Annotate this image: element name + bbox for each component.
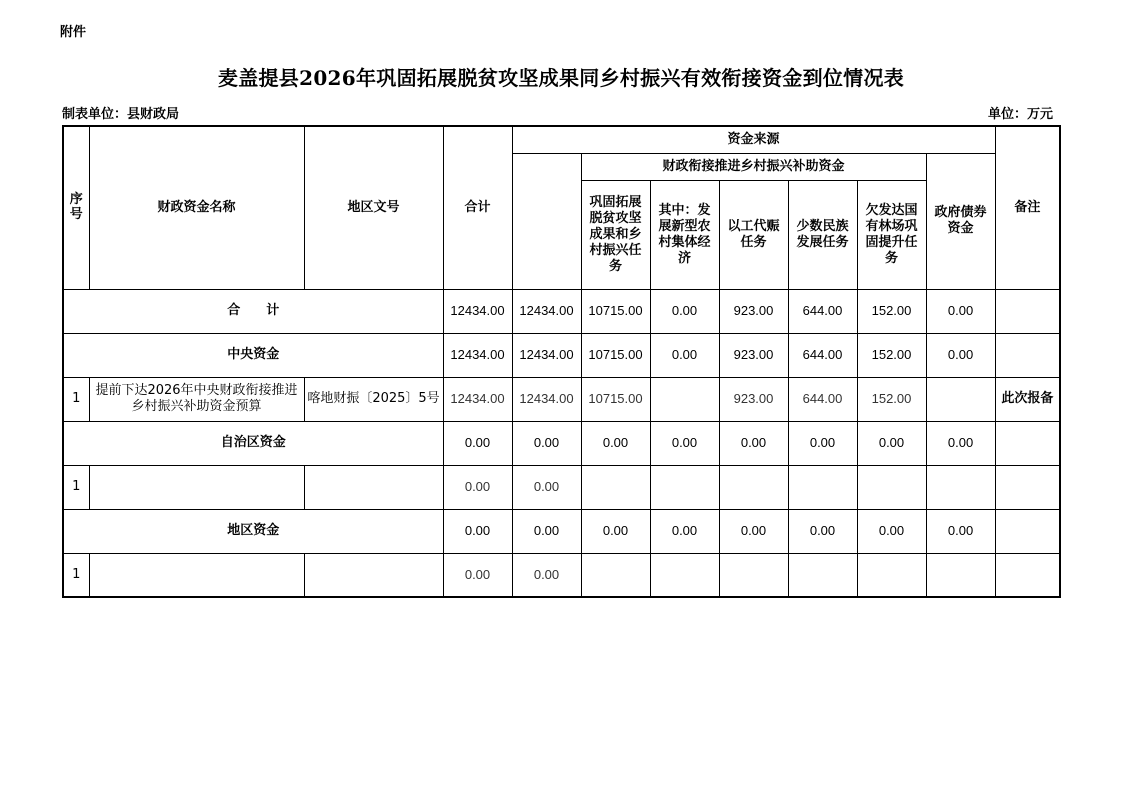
fund-name-cell: 提前下达2026年中央财政衔接推进乡村振兴补助资金预算 [89,377,304,421]
cell: 0.00 [926,509,995,553]
header-of-which: 其中：发展新型农村集体经济 [650,180,719,289]
cell [857,553,926,597]
cell [650,377,719,421]
row-seq: 1 [63,553,89,597]
header-subsidy-blank [512,153,581,289]
cell: 644.00 [788,377,857,421]
cell: 0.00 [512,465,581,509]
header-fund-source: 资金来源 [512,126,995,153]
cell: 0.00 [926,289,995,333]
cell [788,553,857,597]
cell [926,377,995,421]
cell [719,465,788,509]
doc-no-cell: 喀地财振〔2025〕5号 [304,377,443,421]
central-label: 中央资金 [63,333,443,377]
cell [89,465,304,509]
cell: 0.00 [650,289,719,333]
cell: 0.00 [926,333,995,377]
cell: 0.00 [512,509,581,553]
cell [995,333,1060,377]
grand-total-label: 合 计 [63,289,443,333]
cell: 152.00 [857,289,926,333]
prepared-by [62,103,179,122]
table-row-grand-total [63,289,1060,333]
cell: 0.00 [443,509,512,553]
cell: 0.00 [512,421,581,465]
cell [926,465,995,509]
cell [995,421,1060,465]
header-doc-no: 地区文号 [304,126,443,289]
table-row-central-item [63,377,1060,421]
cell: 0.00 [443,421,512,465]
table-row-region [63,421,1060,465]
header-seq: 序号 [63,126,89,289]
cell [89,553,304,597]
prepared-by-value: 县财政局 [127,107,180,122]
table-row-region-item [63,465,1060,509]
cell: 10715.00 [581,289,650,333]
header-forest-farm: 欠发达国有林场巩固提升任务 [857,180,926,289]
cell: 0.00 [788,509,857,553]
cell: 10715.00 [581,333,650,377]
cell: 923.00 [719,333,788,377]
table-row-prefecture-item [63,553,1060,597]
cell: 644.00 [788,333,857,377]
cell [719,553,788,597]
prefecture-label: 地区资金 [63,509,443,553]
prepared-by-label: 制表单位： [62,107,128,122]
attachment-label: 附件 [60,25,87,40]
cell [304,465,443,509]
cell: 0.00 [719,509,788,553]
cell [650,553,719,597]
cell [788,465,857,509]
header-work-relief: 以工代赈任务 [719,180,788,289]
header-remarks: 备注 [995,126,1060,289]
cell: 0.00 [650,333,719,377]
cell [995,289,1060,333]
cell [926,553,995,597]
cell: 0.00 [443,465,512,509]
cell [995,509,1060,553]
cell: 644.00 [788,289,857,333]
unit-value: 万元 [1027,107,1054,122]
header-fund-name: 财政资金名称 [89,126,304,289]
unit-note [988,103,1053,122]
cell [857,465,926,509]
cell [581,553,650,597]
cell: 10715.00 [581,377,650,421]
remarks-cell: 此次报备 [995,377,1060,421]
cell: 152.00 [857,377,926,421]
cell: 12434.00 [512,377,581,421]
cell: 0.00 [512,553,581,597]
table-row-central [63,333,1060,377]
row-seq: 1 [63,465,89,509]
funds-table [62,125,1061,598]
row-seq: 1 [63,377,89,421]
cell: 0.00 [581,509,650,553]
cell: 0.00 [650,509,719,553]
page-title: 麦盖提县2026年巩固拓展脱贫攻坚成果同乡村振兴有效衔接资金到位情况表 [217,66,905,90]
cell: 0.00 [857,509,926,553]
cell: 12434.00 [443,333,512,377]
header-consolidate: 巩固拓展脱贫攻坚成果和乡村振兴任务 [581,180,650,289]
cell: 923.00 [719,377,788,421]
cell: 923.00 [719,289,788,333]
cell: 0.00 [857,421,926,465]
cell: 12434.00 [512,289,581,333]
cell [581,465,650,509]
unit-label: 单位： [988,107,1028,122]
region-label: 自治区资金 [63,421,443,465]
cell: 12434.00 [443,289,512,333]
header-gov-bond: 政府债券资金 [926,153,995,289]
cell: 0.00 [581,421,650,465]
cell [995,465,1060,509]
header-subsidy: 财政衔接推进乡村振兴补助资金 [581,153,926,180]
cell [650,465,719,509]
cell [304,553,443,597]
cell: 152.00 [857,333,926,377]
table-row-prefecture [63,509,1060,553]
header-total: 合计 [443,126,512,289]
cell: 12434.00 [443,377,512,421]
cell [995,553,1060,597]
cell: 0.00 [926,421,995,465]
cell: 12434.00 [512,333,581,377]
header-minority: 少数民族发展任务 [788,180,857,289]
cell: 0.00 [719,421,788,465]
cell: 0.00 [788,421,857,465]
cell: 0.00 [650,421,719,465]
cell: 0.00 [443,553,512,597]
